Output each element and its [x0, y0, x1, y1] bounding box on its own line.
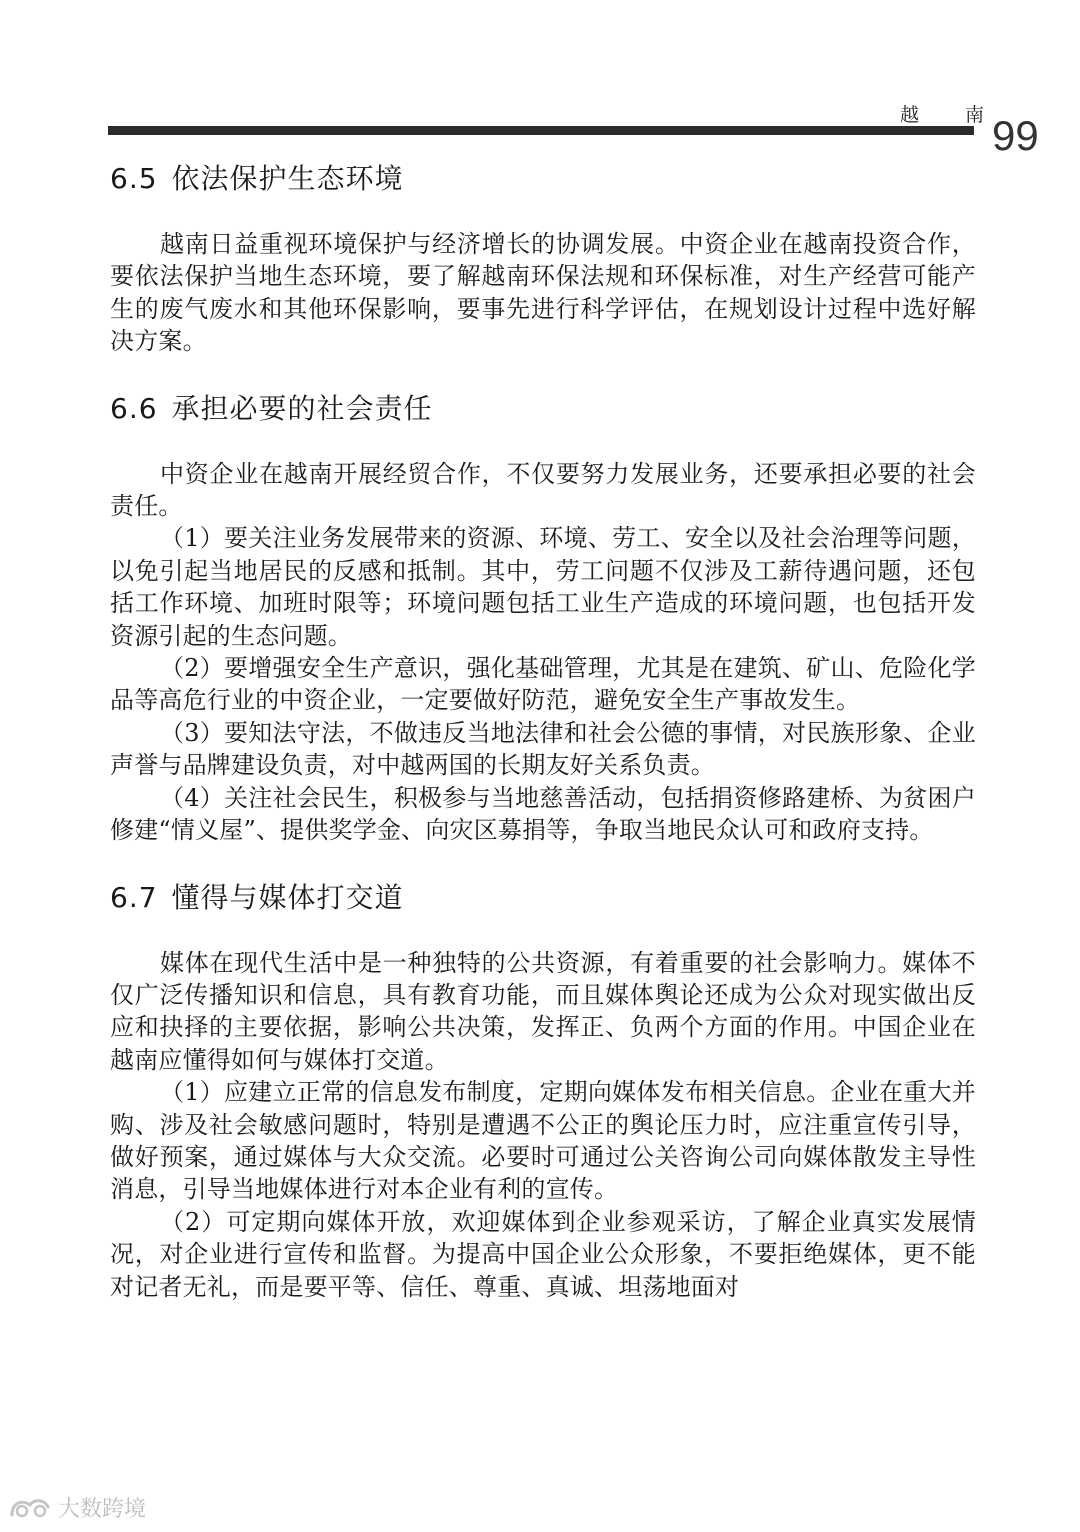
paragraph: （2）可定期向媒体开放，欢迎媒体到企业参观采访，了解企业真实发展情况，对企业进行宣传和监督。为提高中国企业公众形象，不要拒绝媒体，更不能对记者无礼，而是要平等、信任、尊重、真诚、坦荡地面对	[110, 1207, 976, 1301]
section-heading	[110, 869, 976, 927]
paragraph: 越南日益重视环境保护与经济增长的协调发展。中资企业在越南投资合作，要依法保护当地生态环境，要了解越南环保法规和环保标准，对生产经营可能产生的废气废水和其他环保影响，要事先进行科学评估，在规划设计过程中选好解决方案。	[110, 230, 976, 356]
page-body	[110, 150, 976, 1303]
section-number: 6.7	[110, 880, 158, 914]
logo-icon	[8, 1495, 54, 1521]
section-title: 懂得与媒体打交道	[171, 880, 404, 914]
watermark-text: 大数跨境	[58, 1497, 147, 1522]
paragraph: 中资企业在越南开展经贸合作，不仅要努力发展业务，还要承担必要的社会责任。	[110, 459, 976, 521]
section-number: 6.5	[110, 162, 158, 195]
paragraph: 媒体在现代生活中是一种独特的公共资源，有着重要的社会影响力。媒体不仅广泛传播知识和信息，具有教育功能，而且媒体舆论还成为公众对现实做出反应和抉择的主要依据，影响公共决策，发挥正、负两个方面的作用。中国企业在越南应懂得如何与媒体打交道。	[110, 948, 976, 1074]
section-6-5	[110, 150, 976, 358]
paragraph: （4）关注社会民生，积极参与当地慈善活动，包括捐资修路建桥、为贫困户修建“情义屋”、提供奖学金、向灾区募捐等，争取当地民众认可和政府支持。	[110, 783, 976, 845]
section-number: 6.6	[110, 391, 158, 425]
section-6-6	[110, 380, 976, 847]
header-rule	[108, 126, 974, 135]
section-heading	[110, 380, 976, 438]
section-6-7	[110, 869, 976, 1303]
watermark	[8, 1492, 146, 1523]
paragraph: （1）应建立正常的信息发布制度，定期向媒体发布相关信息。企业在重大并购、涉及社会敏感问题时，特别是遭遇不公正的舆论压力时，应注重宣传引导，做好预案，通过媒体与大众交流。必要时可通过公关咨询公司向媒体散发主导性消息，引导当地媒体进行对本企业有利的宣传。	[110, 1078, 976, 1204]
running-header-country: 越 南	[900, 104, 1005, 126]
section-title: 承担必要的社会责任	[171, 391, 433, 425]
page-number: 99	[992, 112, 1039, 159]
paragraph: （2）要增强安全生产意识，强化基础管理，尤其是在建筑、矿山、危险化学品等高危行业的中资企业，一定要做好防范，避免安全生产事故发生。	[110, 654, 976, 715]
section-title: 依法保护生态环境	[171, 162, 404, 195]
section-heading	[110, 150, 976, 208]
paragraph: （3）要知法守法，不做违反当地法律和社会公德的事情，对民族形象、企业声誉与品牌建设负责，对中越两国的长期友好关系负责。	[110, 718, 976, 780]
paragraph: （1）要关注业务发展带来的资源、环境、劳工、安全以及社会治理等问题，以免引起当地居民的反感和抵制。其中，劳工问题不仅涉及工薪待遇问题，还包括工作环境、加班时限等；环境问题包括工业生产造成的环境问题，也包括开发资源引起的生态问题。	[110, 524, 976, 650]
